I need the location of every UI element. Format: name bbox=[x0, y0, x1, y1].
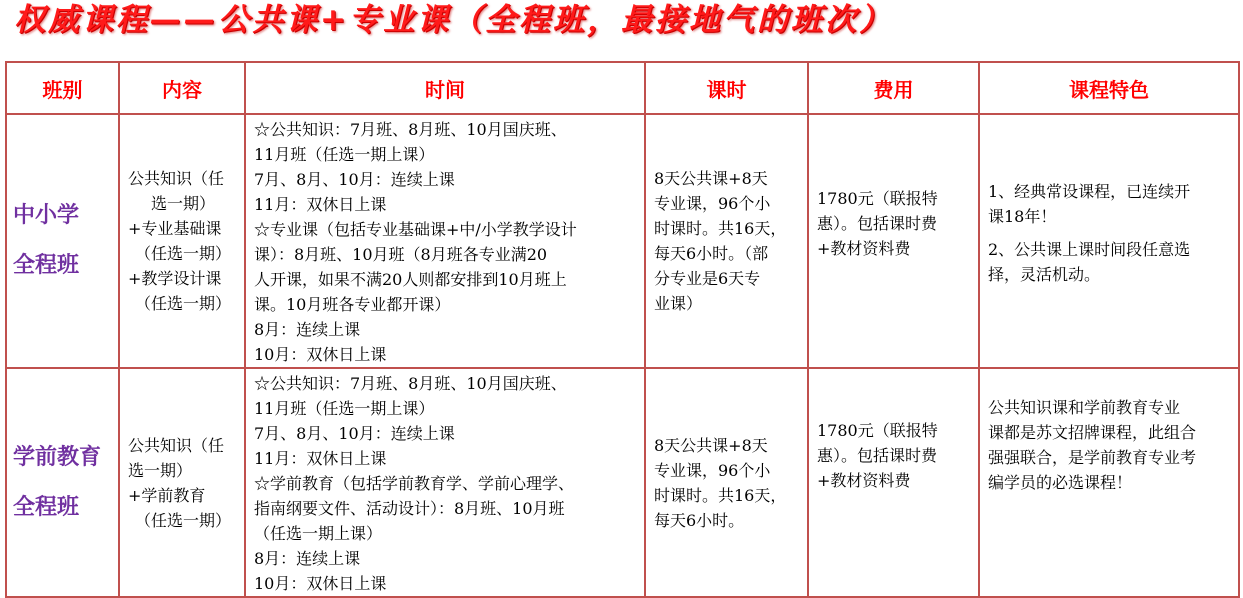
table-header-row bbox=[6, 62, 1239, 114]
content-line: 公共知识（任 bbox=[128, 435, 225, 455]
header-hours: 课时 bbox=[645, 62, 808, 114]
fee-line: 惠）。包括课时费 bbox=[817, 214, 938, 233]
time-line: 8月：连续上课 bbox=[254, 320, 361, 339]
header-time: 时间 bbox=[245, 62, 645, 114]
time-cell bbox=[245, 368, 645, 597]
table-row bbox=[6, 114, 1239, 368]
content-line: 选一期） bbox=[128, 460, 193, 480]
course-table bbox=[5, 61, 1240, 598]
feature-line: 课18年！ bbox=[988, 207, 1057, 226]
fee-line: 1780元（联报特 bbox=[817, 421, 938, 440]
content-cell bbox=[119, 114, 245, 368]
header-content: 内容 bbox=[119, 62, 245, 114]
time-line: 10月：双休日上课 bbox=[254, 574, 387, 593]
header-fee: 费用 bbox=[808, 62, 979, 114]
time-line: 7月、8月、10月：连续上课 bbox=[254, 170, 455, 189]
time-line: 11月：双休日上课 bbox=[254, 449, 387, 468]
feature-line: 2、公共课上课时间段任意选 bbox=[988, 240, 1191, 259]
class-name-line: 全程班 bbox=[13, 494, 80, 520]
time-line: 课）：8月班、10月班（8月班各专业满20 bbox=[254, 245, 548, 264]
content-line: 公共知识（任 bbox=[128, 169, 225, 188]
feature-line: 强强联合，是学前教育专业考 bbox=[988, 448, 1197, 467]
time-cell bbox=[245, 114, 645, 368]
time-line: 10月：双休日上课 bbox=[254, 345, 387, 364]
time-line: ☆学前教育（包括学前教育学、学前心理学、 bbox=[254, 474, 575, 493]
class-name-line: 中小学 bbox=[13, 203, 80, 228]
feature-line: 课都是苏文招牌课程，此组合 bbox=[988, 423, 1197, 442]
feature-line: 择，灵活机动。 bbox=[988, 265, 1101, 284]
hours-line: 分专业是6天专 bbox=[654, 269, 761, 288]
table-row bbox=[6, 368, 1239, 597]
header-class: 班别 bbox=[6, 62, 119, 114]
hours-cell bbox=[645, 114, 808, 368]
header-features: 课程特色 bbox=[979, 62, 1239, 114]
hours-line: 8天公共课+8天 bbox=[654, 169, 768, 188]
hours-line: 8天公共课+8天 bbox=[654, 435, 768, 455]
feature-line: 编学员的必选课程！ bbox=[988, 473, 1133, 492]
time-line: 7月、8月、10月：连续上课 bbox=[254, 424, 455, 443]
hours-line: 业课） bbox=[654, 294, 703, 313]
content-line: +学前教育 bbox=[128, 485, 206, 505]
class-name-line: 全程班 bbox=[13, 253, 80, 278]
fee-line: 1780元（联报特 bbox=[817, 189, 938, 208]
content-line: +专业基础课 bbox=[128, 219, 222, 238]
time-line: ☆专业课（包括专业基础课+中/小学教学设计 bbox=[254, 220, 577, 239]
time-line: 11月班（任选一期上课） bbox=[254, 399, 435, 418]
feature-paragraph bbox=[988, 395, 1230, 495]
content-cell bbox=[119, 368, 245, 597]
class-name-line: 学前教育 bbox=[13, 444, 102, 470]
feature-line: 1、经典常设课程，已连续开 bbox=[988, 182, 1191, 201]
time-line: （任选一期上课） bbox=[254, 524, 383, 543]
content-line: 选一期） bbox=[150, 194, 215, 213]
content-line: （任选一期） bbox=[134, 244, 231, 263]
features-cell bbox=[979, 114, 1239, 368]
class-name-cell bbox=[6, 114, 119, 368]
time-line: ☆公共知识：7月班、8月班、10月国庆班、 bbox=[254, 120, 567, 139]
fee-line: +教材资料费 bbox=[817, 471, 911, 490]
feature-paragraph bbox=[988, 179, 1230, 229]
hours-line: 专业课，96个小 bbox=[654, 194, 771, 213]
content-line: （任选一期） bbox=[134, 510, 231, 530]
feature-line: 公共知识课和学前教育专业 bbox=[988, 398, 1181, 417]
hours-line: 时课时。共16天， bbox=[654, 219, 787, 238]
time-line: 课。10月班各专业都开课） bbox=[254, 295, 451, 314]
fee-cell bbox=[808, 114, 979, 368]
feature-paragraph bbox=[988, 237, 1230, 287]
hours-line: 专业课，96个小 bbox=[654, 460, 771, 480]
time-line: 11月：双休日上课 bbox=[254, 195, 387, 214]
hours-line: 每天6小时。（部 bbox=[654, 244, 769, 263]
time-line: 人开课，如果不满20人则都安排到10月班上 bbox=[254, 270, 567, 289]
time-line: 指南纲要文件、活动设计）：8月班、10月班 bbox=[254, 499, 565, 518]
page-title: 权威课程——公共课+专业课（全程班，最接地气的班次） bbox=[14, 2, 893, 38]
content-line: （任选一期） bbox=[134, 294, 231, 313]
class-name-cell bbox=[6, 368, 119, 597]
time-line: ☆公共知识：7月班、8月班、10月国庆班、 bbox=[254, 374, 567, 393]
hours-cell bbox=[645, 368, 808, 597]
features-cell bbox=[979, 368, 1239, 597]
hours-line: 时课时。共16天， bbox=[654, 485, 787, 505]
hours-line: 每天6小时。 bbox=[654, 510, 745, 530]
fee-cell bbox=[808, 368, 979, 597]
time-line: 11月班（任选一期上课） bbox=[254, 145, 435, 164]
time-line: 8月：连续上课 bbox=[254, 549, 361, 568]
content-line: +教学设计课 bbox=[128, 269, 222, 288]
fee-line: 惠）。包括课时费 bbox=[817, 446, 938, 465]
fee-line: +教材资料费 bbox=[817, 239, 911, 258]
